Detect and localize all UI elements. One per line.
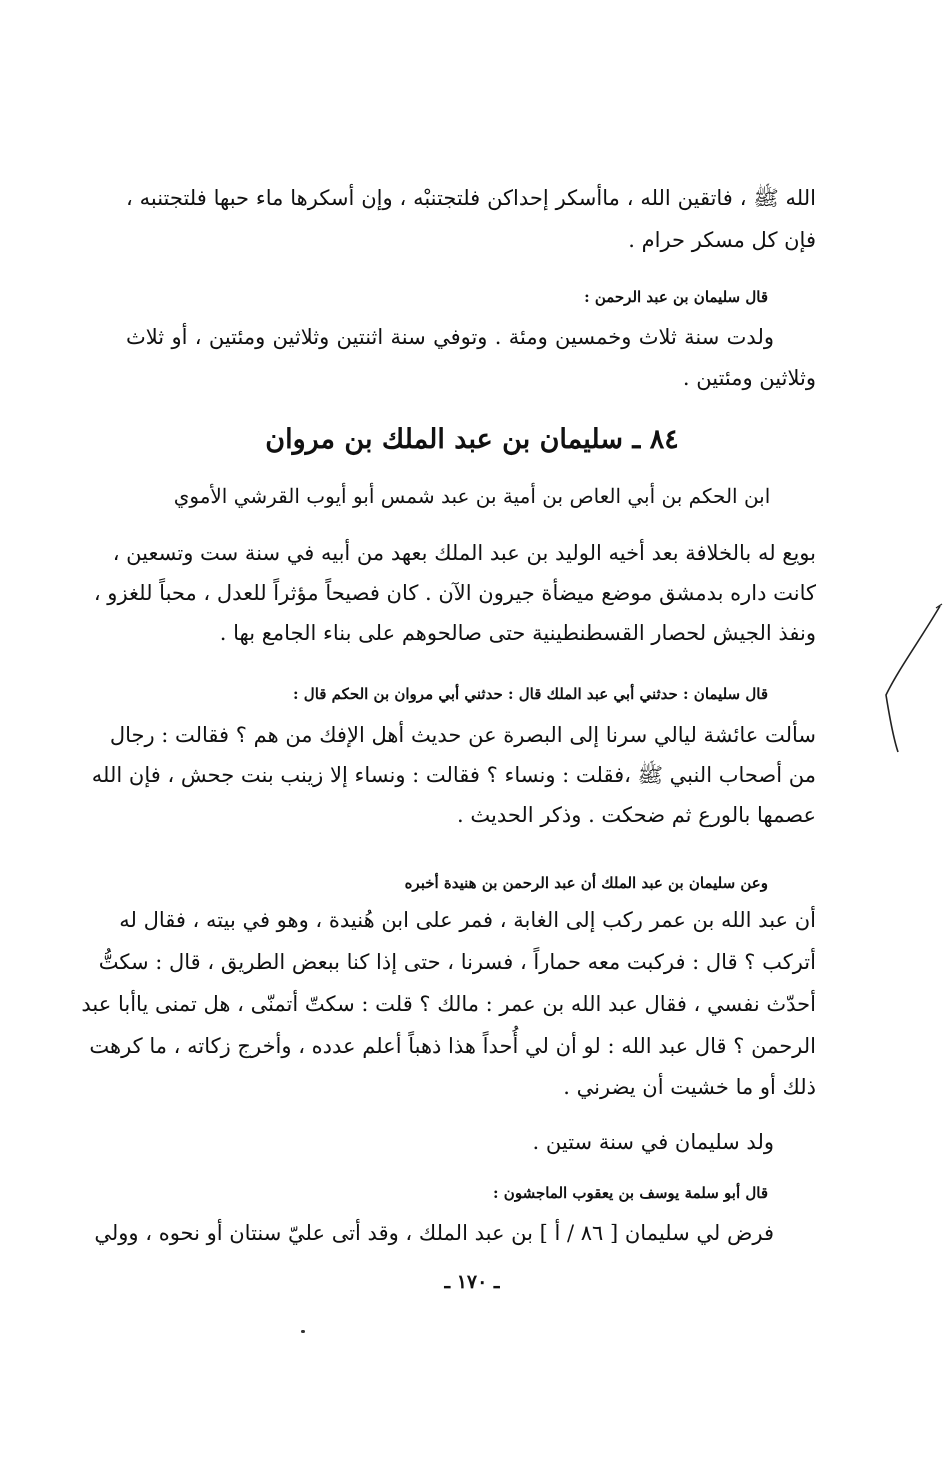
text-line: وثلاثين ومئتين . — [682, 366, 816, 390]
text-line: ولد سليمان في سنة ستين . — [532, 1130, 774, 1154]
text-line: من أصحاب النبي ﷺ ،فقلت : ونساء ؟ فقالت : ونساء إلا زينب بنت جحش ، فإن الله — [91, 763, 816, 787]
narrator-header: قال أبو سلمة يوسف بن يعقوب الماجشون : — [493, 1184, 768, 1202]
narrator-header: قال سليمان : حدثني أبي عبد الملك قال : حدثني أبي مروان بن الحكم قال : — [293, 685, 768, 703]
text-line: أحدّث نفسي ، فقال عبد الله بن عمر : مالك ؟ قلت : سكتّ أتمنّى ، هل تمنى ياأبا عبد — [81, 992, 816, 1016]
text-line: ولدت سنة ثلاث وخمسين ومئة . وتوفي سنة اثنتين وثلاثين ومئتين ، أو ثلاث — [126, 325, 774, 349]
page-number: ـ ١٧٠ ـ — [444, 1271, 500, 1293]
text-line: عصمها بالورع ثم ضحكت . وذكر الحديث . — [457, 803, 816, 827]
text-line: أتركب ؟ قال : فركبت معه حماراً ، فسرنا ، حتى إذا كنا ببعض الطريق ، قال : سكتُّ — [98, 950, 816, 974]
narrator-header: قال سليمان بن عبد الرحمن : — [584, 288, 768, 306]
text-line: فإن كل مسكر حرام . — [628, 228, 816, 252]
text-line: أن عبد الله بن عمر ركب إلى الغابة ، فمر على ابن هُنيدة ، وهو في بيته ، فقال له — [119, 908, 816, 932]
text-line: بويع له بالخلافة بعد أخيه الوليد بن عبد الملك بعهد من أبيه في سنة ست وتسعين ، — [112, 541, 816, 565]
section-title: ٨٤ ـ سليمان بن عبد الملك بن مروان — [265, 424, 679, 455]
text-line: سألت عائشة ليالي سرنا إلى البصرة عن حديث أهل الإفك من هم ؟ فقالت : رجال — [109, 723, 816, 747]
text-line: فرض لي سليمان [ ٨٦ / أ ] بن عبد الملك ، وقد أتى عليّ سنتان أو نحوه ، وولي — [94, 1221, 774, 1245]
text-line: كانت داره بدمشق موضع ميضأة جيرون الآن . كان فصيحاً مؤثراً للعدل ، محباً للغزو ، — [93, 581, 816, 605]
text-line: ونفذ الجيش لحصار القسطنطينية حتى صالحوهم على بناء الجامع بها . — [219, 621, 816, 645]
text-line: الرحمن ؟ قال عبد الله : لو أن لي أُحداً هذا ذهباً أعلم عدده ، وأخرج زكاته ، ما كرهت — [89, 1034, 816, 1058]
text-line: الله ﷺ ، فاتقين الله ، ماأسكر إحداكن فلتجتنبْه ، وإن أسكرها ماء حبها فلتجتنبه ، — [126, 186, 816, 210]
text-line: ذلك أو ما خشيت أن يضرني . — [563, 1075, 816, 1099]
margin-bracket-mark — [880, 600, 944, 760]
section-subtitle: ابن الحكم بن أبي العاص بن أمية بن عبد شمس أبو أيوب القرشي الأموي — [173, 484, 771, 508]
narrator-header: وعن سليمان بن عبد الملك أن عبد الرحمن بن هنيدة أخبره — [404, 874, 768, 892]
scan-speck — [301, 1330, 305, 1333]
